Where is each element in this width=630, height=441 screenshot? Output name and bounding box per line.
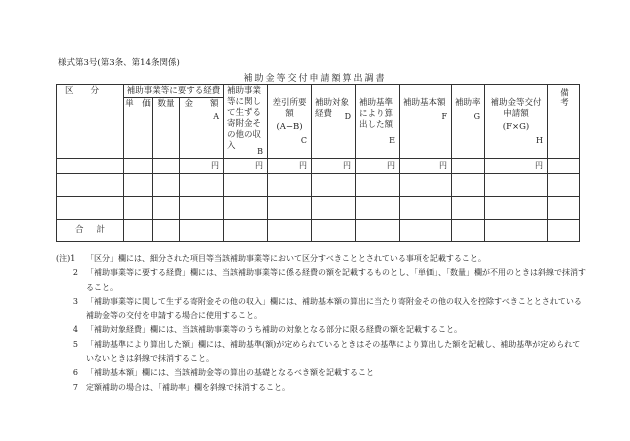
yen-unit: 円 <box>180 159 224 174</box>
yen-unit: 円 <box>485 159 548 174</box>
notes-section <box>56 252 586 395</box>
note-item: 5 「補助基準により算出した額」欄には、補助基準(額)が定められているときはその基準により算出した額を記載し、補助基準が定められていないときは斜線で抹消すること。 <box>72 339 581 364</box>
yen-unit: 円 <box>312 159 356 174</box>
yen-unit: 円 <box>268 159 312 174</box>
header-deduction: 差引所要額 (A−B) C <box>268 85 312 159</box>
total-label: 合 計 <box>57 220 124 242</box>
header-donation: 補助事業等に関して生ずる寄附金その他の収入 B <box>224 85 268 159</box>
header-expense-group: 補助事業等に要する経費 <box>124 85 224 98</box>
note-label: (注)1 <box>56 254 76 263</box>
yen-unit: 円 <box>400 159 452 174</box>
note-item: 3 「補助事業等に関して生ずる寄附金その他の収入」欄には、補助基本額の算出に当たり寄附金その他の収入を控除すべきこととされている補助金等の交付を申請する場合に使用すること。 <box>72 296 582 321</box>
header-basic: 補助基本額 F <box>400 85 452 159</box>
header-amount: 金 額 A <box>180 98 224 159</box>
header-rate: 補助率 G <box>452 85 485 159</box>
document-title: 補助金等交付申請額算出調書 <box>243 74 387 84</box>
yen-unit: 円 <box>356 159 400 174</box>
header-target: 補助対象経費 D <box>312 85 356 159</box>
note-item: 7 定額補助の場合は、「補助率」欄を斜線で抹消すること。 <box>72 382 290 392</box>
note-item: (注)1 「区分」欄には、細分された項目等当該補助事業等において区分すべきこととされている事項を記載すること。 <box>56 252 586 266</box>
calculation-table <box>56 84 580 242</box>
note-item: 2 「補助事業等に要する経費」欄には、当該補助事業等に係る経費の額を記載するものとし、「単価」、「数量」欄が不用のときは斜線で抹消すること。 <box>72 268 586 292</box>
total-row <box>57 220 580 242</box>
header-request: 補助金等交付申請額 (F×G) H <box>485 85 548 159</box>
header-quantity: 数量 <box>153 98 180 159</box>
table-row <box>57 174 580 197</box>
note-item: 6 「補助基本額」欄には、当該補助金等の算出の基礎となるべき額を記載すること <box>72 368 374 378</box>
table-row <box>57 197 580 220</box>
form-number: 様式第3号(第3条、第14条関係) <box>58 58 180 68</box>
header-standard: 補助基準により算出した額 E <box>356 85 400 159</box>
header-unit-price: 単 価 <box>124 98 153 159</box>
header-remarks: 備考 <box>548 85 580 159</box>
header-kubun: 区 分 <box>57 85 124 159</box>
table-row <box>57 159 580 174</box>
note-item: 4 「補助対象経費」欄には、当該補助事業等のうち補助の対象となる部分に限る経費の額を記載すること。 <box>72 325 462 335</box>
yen-unit: 円 <box>224 159 268 174</box>
